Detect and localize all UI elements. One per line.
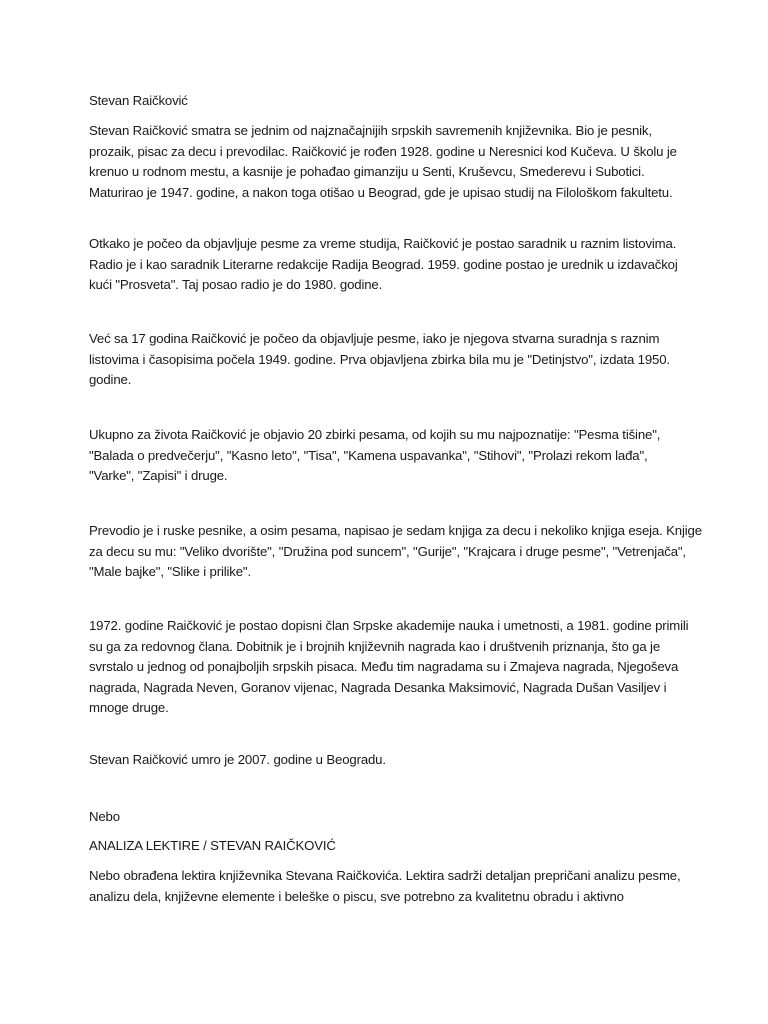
paragraph-biography: Stevan Raičković smatra se jednim od najznačajnijih srpskih savremenih književnika. Bio je pesnik, prozaik, pisac za decu i prevodilac. Raičković je rođen 1928. godine u Neresnici kod Kučeva. U školu je krenuo u rodnom mestu, a kasnije je pohađao gimanziju u Senti, Kruševcu, Smederevu i Subotici. Maturirao je 1947. godine, a nakon toga otišao u Beograd, gde je upisao studij na Filološkom fakultetu.: [89, 123, 677, 200]
paragraph-awards: 1972. godine Raičković je postao dopisni član Srpske akademije nauka i umetnosti, a 1981. godine primili su ga za redovnog člana. Dobitnik je i brojnih književnih nagrada kao i društvenih priznanja, što ga je svrstalo u jednog od ponajboljih srpskih pisaca. Među tim nagradama su i Zmajeva nagrada, Njegoševa nagrada, Nagrada Neven, Goranov vijenac, Nagrada Desanka Maksimović, Nagrada Dušan Vasiljev i mnoge druge.: [89, 618, 689, 715]
paragraph-translations: Prevodio je i ruske pesnike, a osim pesama, napisao je sedam knjiga za decu i nekoliko knjiga eseja. Knjige za decu su mu: "Veliko dvorište", "Družina pod suncem", "Gurije", "Krajcara i druge pesme", "Vetrenjača", "Male bajke", "Slike i prilike".: [89, 523, 702, 579]
paragraph-collections: Ukupno za života Raičković je objavio 20 zbirki pesama, od kojih su mu najpoznatije: "Pesma tišine", "Balada o predvečerju", "Kasno leto", "Tisa", "Kamena uspavanka", "Stihovi", "Prolazi rekom lađa", "Varke", "Zapisi" i druge.: [89, 427, 661, 483]
paragraph-analysis: Nebo obrađena lektira književnika Stevana Raičkovića. Lektira sadrži detaljan prepričani analizu pesme, analizu dela, književne elemente i beleške o piscu, sve potrebno za kvalitetnu obradu i aktivno: [89, 868, 681, 904]
document-title: Stevan Raičković: [89, 93, 188, 108]
paragraph-career: Otkako je počeo da objavljuje pesme za vreme studija, Raičković je postao saradnik u raznim listovima. Radio je i kao saradnik Literarne redakcije Radija Beograd. 1959. godine postao je urednik u izdavačkoj kući "Prosveta". Taj posao radio je do 1980. godine.: [89, 236, 678, 292]
section-title: Nebo: [89, 809, 120, 824]
analysis-heading: ANALIZA LEKTIRE / STEVAN RAIČKOVIĆ: [89, 838, 336, 853]
paragraph-early-work: Već sa 17 godina Raičković je počeo da objavljuje pesme, iako je njegova stvarna suradnja s raznim listovima i časopisima počela 1949. godine. Prva objavljena zbirka bila mu je "Detinjstvo", izdata 1950. godine.: [89, 331, 670, 387]
paragraph-death: Stevan Raičković umro je 2007. godine u Beogradu.: [89, 752, 386, 767]
